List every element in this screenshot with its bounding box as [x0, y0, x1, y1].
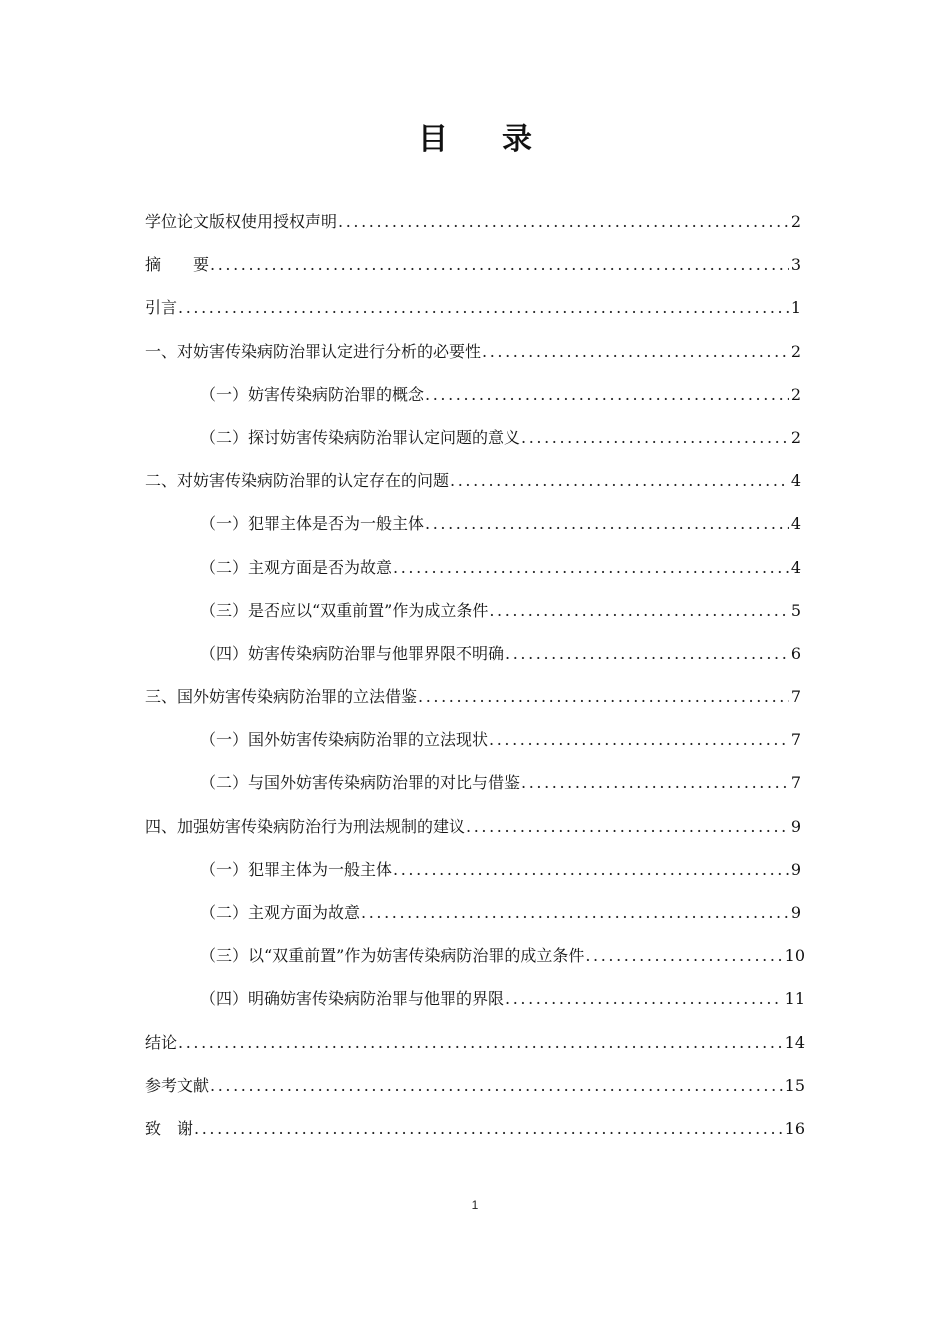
- toc-dot-leader: [489, 589, 788, 632]
- toc-dot-leader: [178, 286, 789, 329]
- toc-entry-page-number: 9: [790, 903, 801, 922]
- toc-dot-leader: [210, 1064, 783, 1107]
- toc-dot-leader: [393, 848, 789, 891]
- toc-entry[interactable]: [145, 416, 805, 459]
- toc-entry-page-number: 2: [790, 212, 801, 231]
- toc-dot-leader: [505, 977, 783, 1020]
- toc-entry-label: （二）主观方面是否为故意: [200, 557, 393, 577]
- toc-entry-label: （一）国外妨害传染病防治罪的立法现状: [200, 730, 489, 750]
- toc-dot-leader: [450, 459, 789, 502]
- toc-dot-leader: [489, 718, 789, 761]
- toc-entry-page-number: 11: [784, 989, 805, 1009]
- toc-title-char-1: 目: [418, 122, 448, 157]
- toc-entry-label: 四、加强妨害传染病防治行为刑法规制的建议: [145, 816, 466, 836]
- toc-entry-page-number: 7: [790, 687, 801, 707]
- toc-entry-page-number: 6: [790, 643, 801, 663]
- page-number-footer: 1: [471, 1198, 479, 1212]
- toc-dot-leader: [466, 805, 789, 848]
- toc-entry-label: （二）探讨妨害传染病防治罪认定问题的意义: [200, 427, 521, 447]
- toc-entry-label: 二、对妨害传染病防治罪的认定存在的问题: [145, 471, 450, 491]
- toc-entry-page-number: 1: [790, 298, 801, 318]
- toc-entry-label: 一、对妨害传染病防治罪认定进行分析的必要性: [145, 341, 482, 361]
- toc-entry[interactable]: [145, 546, 805, 589]
- toc-entry[interactable]: [145, 718, 805, 761]
- toc-entry-label: （一）妨害传染病防治罪的概念: [200, 384, 425, 404]
- toc-entry-label: 致 谢: [145, 1118, 194, 1138]
- toc-dot-leader: [425, 502, 789, 545]
- toc-dot-leader: [361, 891, 789, 934]
- toc-entry-label: （一）犯罪主体为一般主体: [200, 859, 393, 879]
- toc-entry-page-number: 2: [790, 384, 801, 404]
- toc-entry-page-number: 5: [790, 600, 801, 620]
- toc-entry-page-number: 4: [790, 514, 801, 534]
- toc-entry-page-number: 15: [784, 1075, 805, 1095]
- toc-entry-page-number: 16: [784, 1118, 805, 1138]
- toc-entry-label: （三）是否应以“双重前置”作为成立条件: [200, 600, 489, 620]
- toc-entry-label: （四）明确妨害传染病防治罪与他罪的界限: [200, 989, 505, 1009]
- toc-entry-page-number: 3: [790, 255, 801, 275]
- toc-dot-leader: [210, 243, 789, 286]
- toc-entry-page-number: 10: [784, 946, 805, 966]
- toc-entry[interactable]: [145, 373, 805, 416]
- toc-entry[interactable]: [145, 891, 805, 934]
- toc-entry-label: 学位论文版权使用授权声明: [145, 212, 338, 231]
- toc-entry[interactable]: [145, 632, 805, 675]
- toc-entry-label: （二）与国外妨害传染病防治罪的对比与借鉴: [200, 773, 521, 793]
- toc-entry-label: （二）主观方面为故意: [200, 903, 361, 922]
- toc-dot-leader: [482, 330, 789, 373]
- toc-entry-label: （四）妨害传染病防治罪与他罪界限不明确: [200, 643, 505, 663]
- toc-title-char-2: 录: [502, 122, 532, 157]
- toc-entry[interactable]: [145, 286, 805, 329]
- toc-dot-leader: [585, 934, 782, 977]
- toc-dot-leader: [521, 416, 789, 459]
- toc-entry[interactable]: [145, 459, 805, 502]
- toc-entry[interactable]: [145, 502, 805, 545]
- toc-dot-leader: [194, 1107, 783, 1150]
- toc-entry-label: （三）以“双重前置”作为妨害传染病防治罪的成立条件: [200, 946, 585, 966]
- toc-dot-leader: [521, 761, 789, 804]
- toc-entry-label: 结论: [145, 1032, 178, 1052]
- toc-entry[interactable]: [145, 200, 805, 243]
- toc-dot-leader: [425, 373, 789, 416]
- toc-entry[interactable]: [145, 761, 805, 804]
- toc-entry[interactable]: [145, 330, 805, 373]
- toc-entry-label: 引言: [145, 298, 178, 318]
- toc-entry-page-number: 4: [790, 557, 801, 577]
- toc-dot-leader: [418, 675, 789, 718]
- toc-dot-leader: [178, 1021, 783, 1064]
- toc-dot-leader: [505, 632, 789, 675]
- toc-entry[interactable]: [145, 805, 805, 848]
- toc-entry-page-number: 2: [790, 427, 801, 447]
- toc-entry-page-number: 9: [790, 816, 801, 836]
- toc-entry-page-number: 4: [790, 471, 801, 491]
- toc-title: [0, 118, 950, 162]
- toc-entry-page-number: 7: [790, 730, 801, 750]
- toc-entry[interactable]: [145, 243, 805, 286]
- toc-entry-label: 参考文献: [145, 1075, 210, 1095]
- toc-dot-leader: [338, 200, 789, 243]
- toc-entry-page-number: 9: [790, 859, 801, 879]
- toc-entry[interactable]: [145, 977, 805, 1020]
- toc-entry-page-number: 14: [784, 1032, 805, 1052]
- toc-entry[interactable]: [145, 1064, 805, 1107]
- toc-entry[interactable]: [145, 848, 805, 891]
- toc-entry-label: 摘 要: [145, 255, 210, 275]
- toc-entry[interactable]: [145, 934, 805, 977]
- toc-entry[interactable]: [145, 1021, 805, 1064]
- toc-entry-label: （一）犯罪主体是否为一般主体: [200, 514, 425, 534]
- toc-entry-page-number: 7: [790, 773, 801, 793]
- toc-entry-label: 三、国外妨害传染病防治罪的立法借鉴: [145, 687, 418, 707]
- toc-entry-page-number: 2: [790, 341, 801, 361]
- toc-entry[interactable]: [145, 675, 805, 718]
- toc-list: [145, 200, 805, 1150]
- toc-entry[interactable]: [145, 1107, 805, 1150]
- toc-entry[interactable]: [145, 589, 805, 632]
- toc-dot-leader: [393, 546, 789, 589]
